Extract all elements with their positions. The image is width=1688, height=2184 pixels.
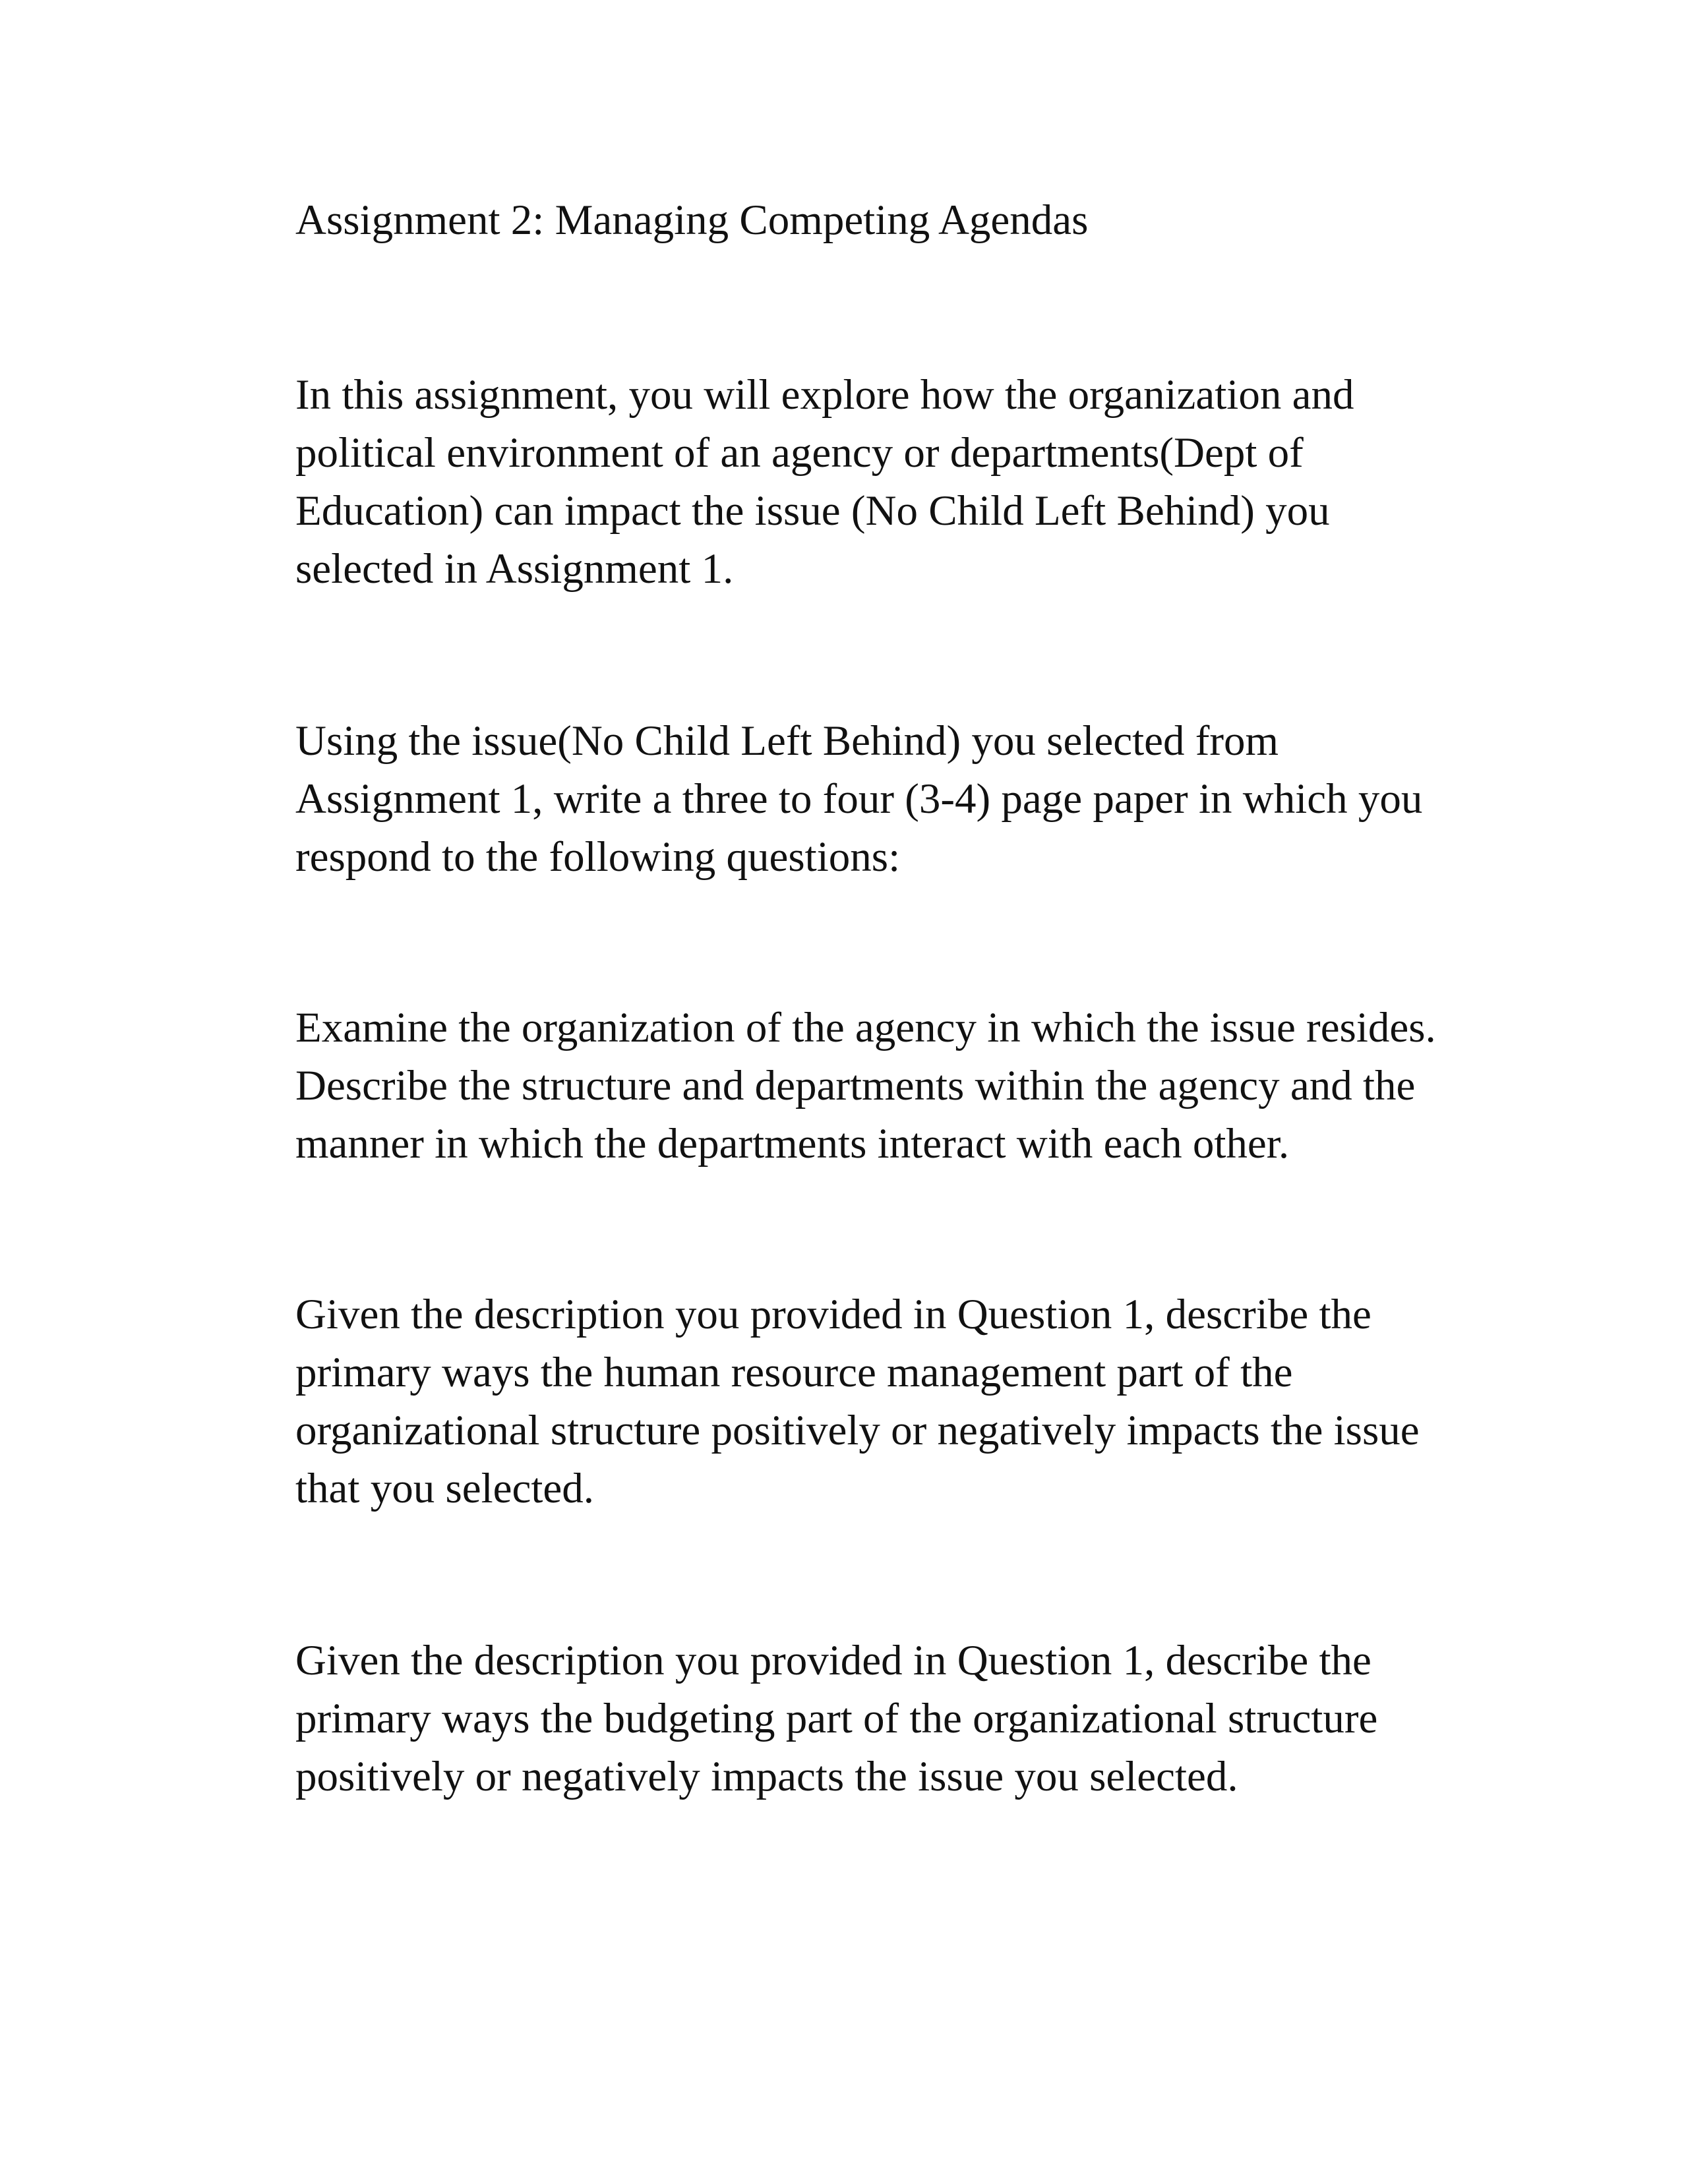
question-3-line-1: Given the description you provided in Question 1, describe the [295, 1637, 1372, 1684]
task-paragraph [295, 712, 1548, 886]
task-line-3: respond to the following questions: [295, 833, 901, 881]
task-line-2: Assignment 1, write a three to four (3-4) page paper in which you [295, 775, 1423, 823]
question-1-line-1: Examine the organization of the agency in which the issue resides. [295, 1004, 1436, 1051]
intro-line-2: political environment of an agency or departments(Dept of [295, 429, 1304, 477]
question-2-line-4: that you selected. [295, 1465, 595, 1512]
question-1-line-2: Describe the structure and departments within the agency and the [295, 1062, 1416, 1109]
title-line: Assignment 2: Managing Competing Agendas [295, 196, 1089, 244]
intro-paragraph [295, 366, 1548, 598]
question-2-line-2: primary ways the human resource management part of the [295, 1349, 1293, 1396]
question-3-line-3: positively or negatively impacts the issue you selected. [295, 1753, 1238, 1800]
intro-line-1: In this assignment, you will explore how the organization and [295, 371, 1354, 419]
question-3-line-2: primary ways the budgeting part of the organizational structure [295, 1695, 1378, 1742]
question-1-line-3: manner in which the departments interact with each other. [295, 1120, 1290, 1167]
question-2-line-3: organizational structure positively or negatively impacts the issue [295, 1407, 1420, 1454]
question-2-paragraph [295, 1285, 1548, 1518]
assignment-title [295, 191, 1548, 249]
intro-line-4: selected in Assignment 1. [295, 545, 734, 593]
question-1-paragraph [295, 999, 1548, 1173]
intro-line-3: Education) can impact the issue (No Child Left Behind) you [295, 487, 1330, 535]
question-3-paragraph [295, 1632, 1548, 1806]
question-2-line-1: Given the description you provided in Question 1, describe the [295, 1291, 1372, 1338]
task-line-1: Using the issue(No Child Left Behind) you selected from [295, 717, 1279, 765]
